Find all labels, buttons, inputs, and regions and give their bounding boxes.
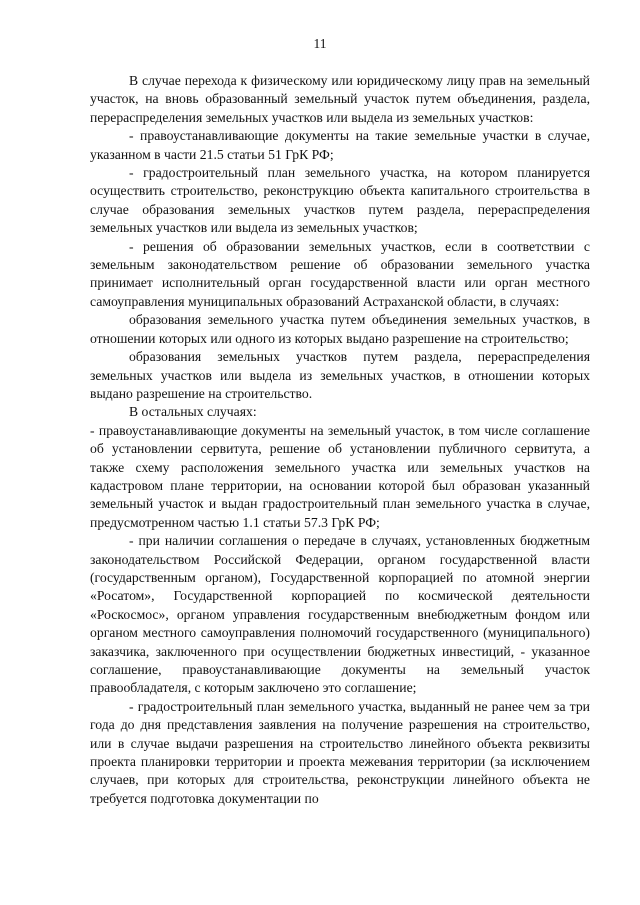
paragraph-formation-decisions: - решения об образовании земельных участков, если в соответствии с земельным законодательством решение об образовании земельного участка принимает исполнительный орган государственной власти или орган местного самоуправления муниципальных образований Астраханской области, в случаях:	[90, 238, 590, 309]
paragraph-title-documents: - правоустанавливающие документы на такие земельные участки в случае, указанном в части 21.5 статьи 51 ГрК РФ;	[90, 128, 590, 162]
paragraph-intro: В случае перехода к физическому или юридическому лицу прав на земельный участок, на вновь образованный земельный участок путем объединения, раздела, перераспределения земельных участков или выдела из земельных участков:	[90, 73, 590, 125]
document-body	[90, 72, 590, 808]
paragraph-land-title-documents: - правоустанавливающие документы на земельный участок, в том числе соглашение об установлении сервитута, решение об установлении публичного сервитута, а также схему расположения земельного участка или земельных участков на кадастровом плане территории, на основании которой был образован указанный земельный участок и выдан градостроительный план земельного участка в случае, предусмотренном частью 1.1 статьи 57.3 ГрК РФ;	[90, 422, 590, 530]
page-number: 11	[313, 36, 327, 51]
paragraph-urban-plan: - градостроительный план земельного участка, на котором планируется осуществить строительство, реконструкцию объекта капитального строительства в случае образования земельных участков путем раздела, перераспределения земельных участков или выдела из земельных участков;	[90, 165, 590, 236]
paragraph-transfer-agreement: - при наличии соглашения о передаче в случаях, установленных бюджетным законодательством Российской Федерации, органом государственной власти (государственным органом), Государственной корпорацией по атомной энергии «Росатом», Государственной корпорацией по космической деятельности «Роскосмос», органом управления государственным внебюджетным фондом или органом местного самоуправления полномочий государственного (муниципального) заказчика, заключенного при осуществлении бюджетных инвестиций, - указанное соглашение, правоустанавливающие документы на земельный участок правообладателя, с которым заключено это соглашение;	[90, 533, 590, 696]
paragraph-urban-plan-validity: - градостроительный план земельного участка, выданный не ранее чем за три года до дня представления заявления на получение разрешения на строительство, или в случае выдачи разрешения на строительство линейного объекта реквизиты проекта планировки территории и проекта межевания территории (за исключением случаев, при которых для строительства, реконструкции линейного объекта не требуется подготовка документации по	[90, 698, 590, 806]
paragraph-division-case: образования земельных участков путем раздела, перераспределения земельных участков или выдела из земельных участков, в отношении которых выдано разрешение на строительство.	[90, 349, 590, 401]
paragraph-other-cases: В остальных случаях:	[129, 404, 257, 420]
paragraph-merge-case: образования земельного участка путем объединения земельных участков, в отношении которых или одного из которых выдано разрешение на строительство;	[90, 312, 590, 346]
